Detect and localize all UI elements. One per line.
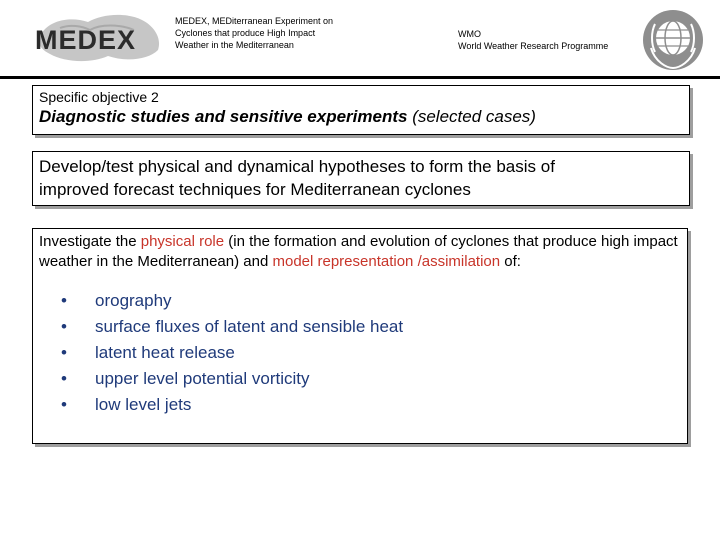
list-item <box>39 288 681 314</box>
physical-role-highlight: physical role <box>140 233 225 250</box>
list-item-text: low level jets <box>95 395 192 414</box>
objective-title <box>39 106 683 128</box>
list-item-text: orography <box>95 291 172 310</box>
objective-box <box>32 85 690 135</box>
project-line: Weather in the Mediterranean <box>175 40 294 50</box>
project-line: Cyclones that produce High Impact <box>175 28 316 38</box>
list-item <box>39 366 681 392</box>
list-item-text: latent heat release <box>95 343 235 362</box>
investigation-box <box>32 228 688 444</box>
topics-list <box>39 288 681 418</box>
org-line: WMO <box>458 29 481 39</box>
bullet-icon: • <box>61 343 67 362</box>
list-item-text: surface fluxes of latent and sensible heat <box>95 317 404 336</box>
header-divider <box>0 76 720 79</box>
list-item <box>39 392 681 418</box>
goal-line: improved forecast techniques for Mediterranean cyclones <box>39 180 471 199</box>
project-description <box>175 15 375 51</box>
goal-box <box>32 151 690 206</box>
model-representation-highlight: model representation /assimilation <box>272 253 501 270</box>
objective-title-rest: (selected cases) <box>407 107 536 126</box>
bullet-icon: • <box>61 317 67 336</box>
medex-logo <box>30 8 168 66</box>
project-line: MEDEX, MEDiterranean Experiment on <box>175 16 334 26</box>
bullet-icon: • <box>61 369 67 388</box>
investigation-text: of: <box>500 253 521 270</box>
bullet-icon: • <box>61 291 67 310</box>
list-item-text: upper level potential vorticity <box>95 369 310 388</box>
wmo-emblem-icon <box>641 8 705 72</box>
objective-title-bold: Diagnostic studies and sensitive experiments <box>39 107 408 126</box>
bullet-icon: • <box>61 395 67 414</box>
goal-line: Develop/test physical and dynamical hypotheses to form the basis of <box>39 157 555 176</box>
investigation-text: (in the formation and evolution of cyclones that produce high impact weather in the Mediterranean) and <box>39 233 678 270</box>
list-item <box>39 314 681 340</box>
investigation-text: Investigate the <box>39 233 141 250</box>
organization-info <box>458 28 648 52</box>
svg-text:MEDEX: MEDEX <box>35 25 137 55</box>
list-item <box>39 340 681 366</box>
org-line: World Weather Research Programme <box>458 41 609 51</box>
investigation-paragraph <box>39 232 681 272</box>
objective-label: Specific objective 2 <box>39 89 159 105</box>
